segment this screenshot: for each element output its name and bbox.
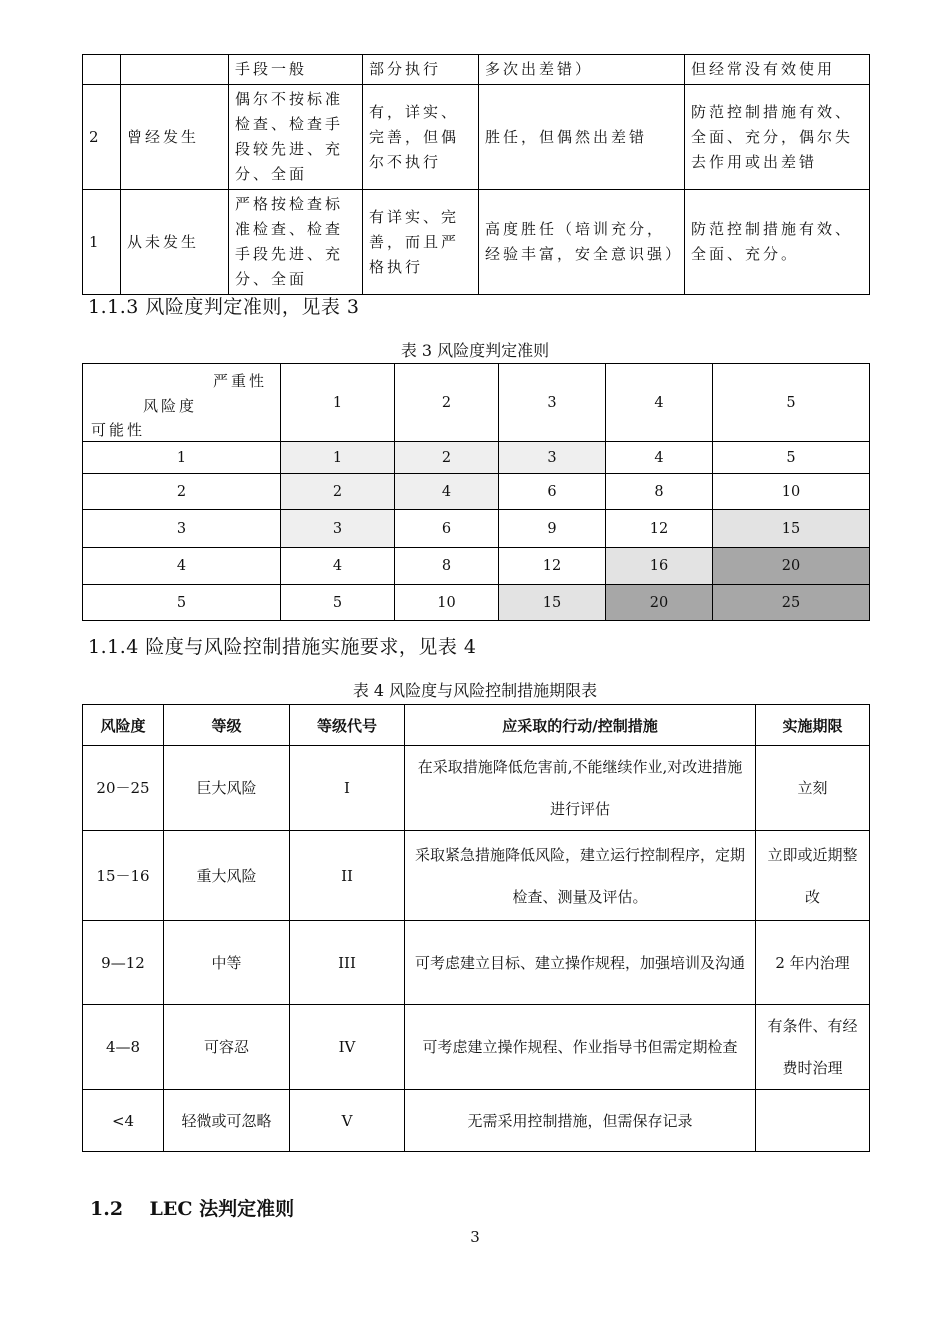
likelihood-header: 1 <box>83 442 281 474</box>
matrix-cell: 2 <box>395 442 499 474</box>
risk-matrix-table <box>82 363 870 621</box>
severity-header: 5 <box>713 364 870 442</box>
matrix-cell: 15 <box>499 585 606 621</box>
matrix-cell: 5 <box>713 442 870 474</box>
section-heading-1-1-3: 1.1.3 风险度判定准则，见表 3 <box>88 296 360 318</box>
level-code-cell: II <box>290 831 405 921</box>
table-row <box>83 1005 870 1090</box>
table-cell: 高度胜任（培训充分，经验丰富，安全意识强） <box>479 190 685 295</box>
table-row <box>83 85 870 190</box>
column-header: 等级代号 <box>290 705 405 746</box>
table-row <box>83 548 870 585</box>
table-cell: 防范控制措施有效、全面、充分，偶尔失去作用或出差错 <box>685 85 870 190</box>
matrix-cell: 20 <box>713 548 870 585</box>
column-header: 实施期限 <box>756 705 870 746</box>
risk-level-cell: 巨大风险 <box>164 746 290 831</box>
risk-control-table <box>82 704 870 1152</box>
corner-severity-label: 严重性 <box>213 371 268 390</box>
page-number: 3 <box>470 1228 480 1246</box>
table-cell: 1 <box>83 190 121 295</box>
column-header: 风险度 <box>83 705 164 746</box>
risk-level-cell: 中等 <box>164 921 290 1005</box>
level-code-cell: V <box>290 1090 405 1152</box>
table-cell: 曾经发生 <box>121 85 229 190</box>
matrix-cell: 10 <box>713 474 870 510</box>
matrix-cell: 25 <box>713 585 870 621</box>
corner-risk-label: 风险度 <box>143 396 198 415</box>
section-heading-1-2: 1.2 LEC 法判定准则 <box>90 1198 295 1220</box>
matrix-cell: 6 <box>499 474 606 510</box>
severity-header: 1 <box>281 364 395 442</box>
deadline-cell: 有条件、有经费时治理 <box>756 1005 870 1090</box>
matrix-cell: 12 <box>499 548 606 585</box>
table-cell <box>121 55 229 85</box>
table-cell: 2 <box>83 85 121 190</box>
risk-score-cell: <4 <box>83 1090 164 1152</box>
table-cell: 从未发生 <box>121 190 229 295</box>
table-row <box>83 746 870 831</box>
level-code-cell: I <box>290 746 405 831</box>
risk-score-cell: 9—12 <box>83 921 164 1005</box>
matrix-cell: 6 <box>395 510 499 548</box>
table-cell: 胜任，但偶然出差错 <box>479 85 685 190</box>
risk-score-cell: 15－16 <box>83 831 164 921</box>
table-cell: 有详实、完善，而且严格执行 <box>363 190 479 295</box>
matrix-cell: 1 <box>281 442 395 474</box>
risk-level-cell: 轻微或可忽略 <box>164 1090 290 1152</box>
table-row <box>83 831 870 921</box>
severity-header: 4 <box>606 364 713 442</box>
likelihood-header: 5 <box>83 585 281 621</box>
matrix-cell: 12 <box>606 510 713 548</box>
action-cell: 采取紧急措施降低风险，建立运行控制程序，定期检查、测量及评估。 <box>405 831 756 921</box>
action-cell: 可考虑建立目标、建立操作规程，加强培训及沟通 <box>405 921 756 1005</box>
risk-score-cell: 20－25 <box>83 746 164 831</box>
matrix-cell: 10 <box>395 585 499 621</box>
matrix-cell: 3 <box>499 442 606 474</box>
matrix-cell: 5 <box>281 585 395 621</box>
table-row <box>83 1090 870 1152</box>
matrix-cell: 8 <box>395 548 499 585</box>
level-code-cell: III <box>290 921 405 1005</box>
matrix-cell: 9 <box>499 510 606 548</box>
matrix-cell: 16 <box>606 548 713 585</box>
matrix-cell: 4 <box>281 548 395 585</box>
matrix-cell: 20 <box>606 585 713 621</box>
table-header-row <box>83 364 870 442</box>
likelihood-header: 4 <box>83 548 281 585</box>
deadline-cell: 立刻 <box>756 746 870 831</box>
table-header-row <box>83 705 870 746</box>
likelihood-header: 2 <box>83 474 281 510</box>
section-heading-1-1-4: 1.1.4 险度与风险控制措施实施要求，见表 4 <box>88 636 477 658</box>
matrix-cell: 3 <box>281 510 395 548</box>
action-cell: 在采取措施降低危害前,不能继续作业,对改进措施进行评估 <box>405 746 756 831</box>
deadline-cell: 立即或近期整改 <box>756 831 870 921</box>
table-row <box>83 474 870 510</box>
likelihood-header: 3 <box>83 510 281 548</box>
table-cell: 有，详实、完善，但偶尔不执行 <box>363 85 479 190</box>
risk-score-cell: 4—8 <box>83 1005 164 1090</box>
table4-caption: 表 4 风险度与风险控制措施期限表 <box>352 681 598 700</box>
action-cell: 无需采用控制措施，但需保存记录 <box>405 1090 756 1152</box>
matrix-cell: 8 <box>606 474 713 510</box>
table-cell: 防范控制措施有效、全面、充分。 <box>685 190 870 295</box>
matrix-cell: 4 <box>606 442 713 474</box>
matrix-cell: 15 <box>713 510 870 548</box>
table-row <box>83 55 870 85</box>
table-cell <box>83 55 121 85</box>
table-cell: 手段一般 <box>229 55 363 85</box>
severity-header: 3 <box>499 364 606 442</box>
deadline-cell <box>756 1090 870 1152</box>
table-cell: 偶尔不按标准检查、检查手段较先进、充分、全面 <box>229 85 363 190</box>
table-cell: 但经常没有效使用 <box>685 55 870 85</box>
matrix-corner-cell <box>83 364 281 442</box>
matrix-cell: 4 <box>395 474 499 510</box>
table-row <box>83 190 870 295</box>
table3-caption: 表 3 风险度判定准则 <box>400 341 550 360</box>
column-header: 应采取的行动/控制措施 <box>405 705 756 746</box>
table-cell: 部分执行 <box>363 55 479 85</box>
table-cell: 严格按检查标准检查、检查手段先进、充分、全面 <box>229 190 363 295</box>
table-row <box>83 442 870 474</box>
table-row <box>83 510 870 548</box>
table-cell: 多次出差错） <box>479 55 685 85</box>
matrix-cell: 2 <box>281 474 395 510</box>
table-row <box>83 921 870 1005</box>
table-row <box>83 585 870 621</box>
level-code-cell: IV <box>290 1005 405 1090</box>
severity-header: 2 <box>395 364 499 442</box>
column-header: 等级 <box>164 705 290 746</box>
deadline-cell: 2 年内治理 <box>756 921 870 1005</box>
risk-level-cell: 可容忍 <box>164 1005 290 1090</box>
likelihood-criteria-table-continued <box>82 54 870 295</box>
action-cell: 可考虑建立操作规程、作业指导书但需定期检查 <box>405 1005 756 1090</box>
corner-likelihood-label: 可能性 <box>91 420 146 439</box>
risk-level-cell: 重大风险 <box>164 831 290 921</box>
